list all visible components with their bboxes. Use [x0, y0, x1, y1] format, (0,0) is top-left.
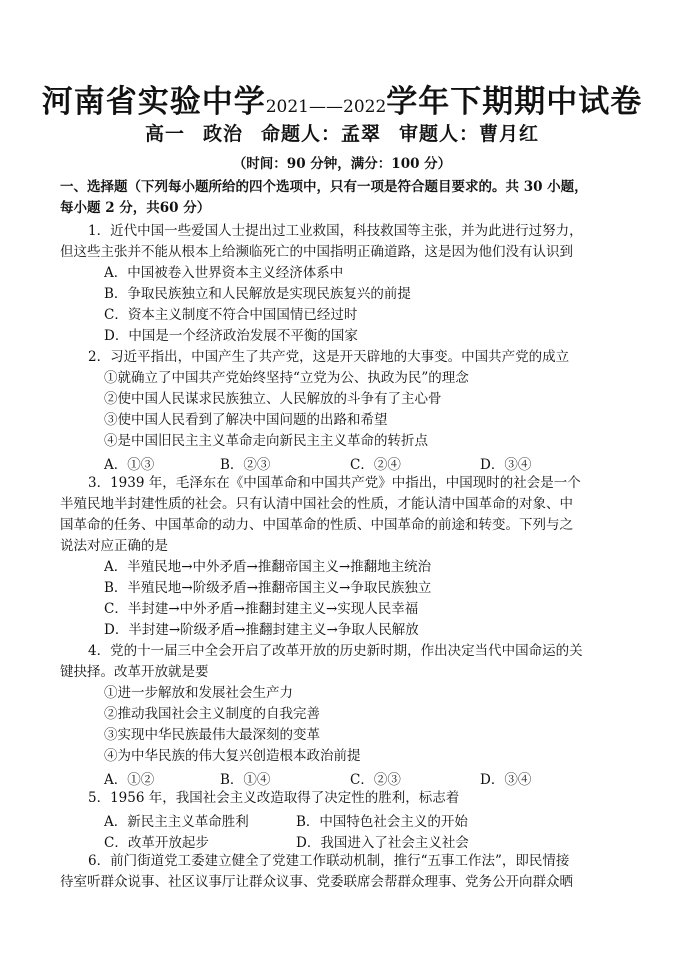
- q1-stem-line2: 但这些主张并不能从根本上给濒临死亡的中国指明正确道路，这是因为他们没有认识到: [60, 244, 573, 260]
- q6-stem-line1: 6．前门街道党工委建立健全了党建工作联动机制，推行“五事工作法”，即民情接: [88, 853, 570, 869]
- q2-option-c: C．②④: [350, 457, 401, 473]
- q2-option-b: B．②③: [220, 457, 271, 473]
- q4-options: [104, 768, 531, 788]
- q2-stem: 2．习近平指出，中国产生了共产党，这是开天辟地的大事变。中国共产党的成立: [88, 349, 570, 365]
- q4-statement-4: ④为中华民族的伟大复兴创造根本政治前提: [104, 748, 361, 764]
- q1-option-d: D．中国是一个经济政治发展不平衡的国家: [104, 328, 358, 344]
- q1-option-c: C．资本主义制度不符合中国国情已经过时: [104, 307, 358, 323]
- reviewer-label: 审题人：曹月红: [399, 123, 540, 145]
- q4-statement-2: ②推动我国社会主义制度的自我完善: [104, 706, 320, 722]
- q2-options: [104, 453, 531, 473]
- title-year: 2021——2022: [265, 97, 387, 117]
- q3-option-b: B．半殖民地→阶级矛盾→推翻帝国主义→争取民族独立: [104, 580, 432, 596]
- q4-option-c: C．②③: [350, 772, 401, 788]
- q6-stem-line2: 待室听群众说事、社区议事厅让群众议事、党委联席会帮群众理事、党务公开向群众晒: [60, 874, 573, 890]
- q3-option-a: A．半殖民地→中外矛盾→推翻帝国主义→推翻地主统治: [104, 559, 432, 575]
- time-info: （时间：90 分钟，满分：100 分）: [232, 156, 452, 172]
- q5-option-d: D．我国进入了社会主义社会: [296, 835, 469, 851]
- q3-stem-line3: 国革命的任务、中国革命的动力、中国革命的性质、中国革命的前途和转变。下列与之: [60, 517, 573, 533]
- q2-statement-2: ②使中国人民谋求民族独立、人民解放的斗争有了主心骨: [104, 391, 442, 407]
- q2-statement-3: ③使中国人民看到了解决中国问题的出路和希望: [104, 412, 388, 428]
- title-term: 学年下期期中试卷: [386, 84, 643, 120]
- author-label: 命题人：孟翠: [261, 123, 382, 145]
- exam-title: [0, 76, 684, 121]
- q5-options-row1: [104, 810, 468, 830]
- q4-statement-1: ①进一步解放和发展社会生产力: [104, 685, 293, 701]
- q1-option-b: B．争取民族独立和人民解放是实现民族复兴的前提: [104, 286, 411, 302]
- q5-options-row2: [104, 831, 469, 851]
- q3-stem-line1: 3．1939 年，毛泽东在《中国革命和中国共产党》中指出，中国现时的社会是一个: [88, 475, 581, 491]
- q5-option-c: C．改革开放起步: [104, 835, 209, 851]
- exam-subtitle: [0, 119, 684, 146]
- q5-option-b: B．中国特色社会主义的开始: [296, 814, 468, 830]
- q2-statement-1: ①就确立了中国共产党始终坚持“立党为公、执政为民”的理念: [104, 370, 469, 386]
- q2-statement-4: ④是中国旧民主主义革命走向新民主主义革命的转折点: [104, 433, 428, 449]
- subject-label: 政治: [202, 123, 243, 145]
- q1-stem-line1: 1．近代中国一些爱国人士提出过工业救国，科技救国等主张，并为此进行过努力，: [88, 223, 583, 239]
- q2-option-a: A．①③: [104, 457, 155, 473]
- q3-stem-line2: 半殖民地半封建性质的社会。只有认清中国社会的性质，才能认清中国革命的对象、中: [60, 496, 573, 512]
- q4-option-b: B．①④: [220, 772, 271, 788]
- q5-stem: 5．1956 年，我国社会主义改造取得了决定性的胜利，标志着: [88, 790, 460, 806]
- q4-stem-line2: 键抉择。改革开放就是要: [60, 664, 209, 680]
- q3-option-d: D．半封建→阶级矛盾→推翻封建主义→争取人民解放: [104, 622, 419, 638]
- section-heading-line2: 每小题 2 分，共60 分）: [60, 200, 211, 216]
- q4-statement-3: ③实现中华民族最伟大最深刻的变革: [104, 727, 320, 743]
- grade-label: 高一: [144, 123, 185, 145]
- section-heading-line1: 一、选择题（下列每小题所给的四个选项中，只有一项是符合题目要求的。共 30 小题，: [60, 179, 588, 195]
- q2-option-d: D．③④: [480, 457, 532, 473]
- q5-option-a: A．新民主主义革命胜利: [104, 814, 249, 830]
- q3-option-c: C．半封建→中外矛盾→推翻封建主义→实现人民幸福: [104, 601, 419, 617]
- q4-stem-line1: 4．党的十一届三中全会开启了改革开放的历史新时期，作出决定当代中国命运的关: [88, 643, 583, 659]
- title-school: 河南省实验中学: [41, 84, 266, 120]
- q3-stem-line4: 说法对应正确的是: [60, 538, 168, 554]
- q1-option-a: A．中国被卷入世界资本主义经济体系中: [104, 265, 344, 281]
- q4-option-a: A．①②: [104, 772, 155, 788]
- q4-option-d: D．③④: [480, 772, 532, 788]
